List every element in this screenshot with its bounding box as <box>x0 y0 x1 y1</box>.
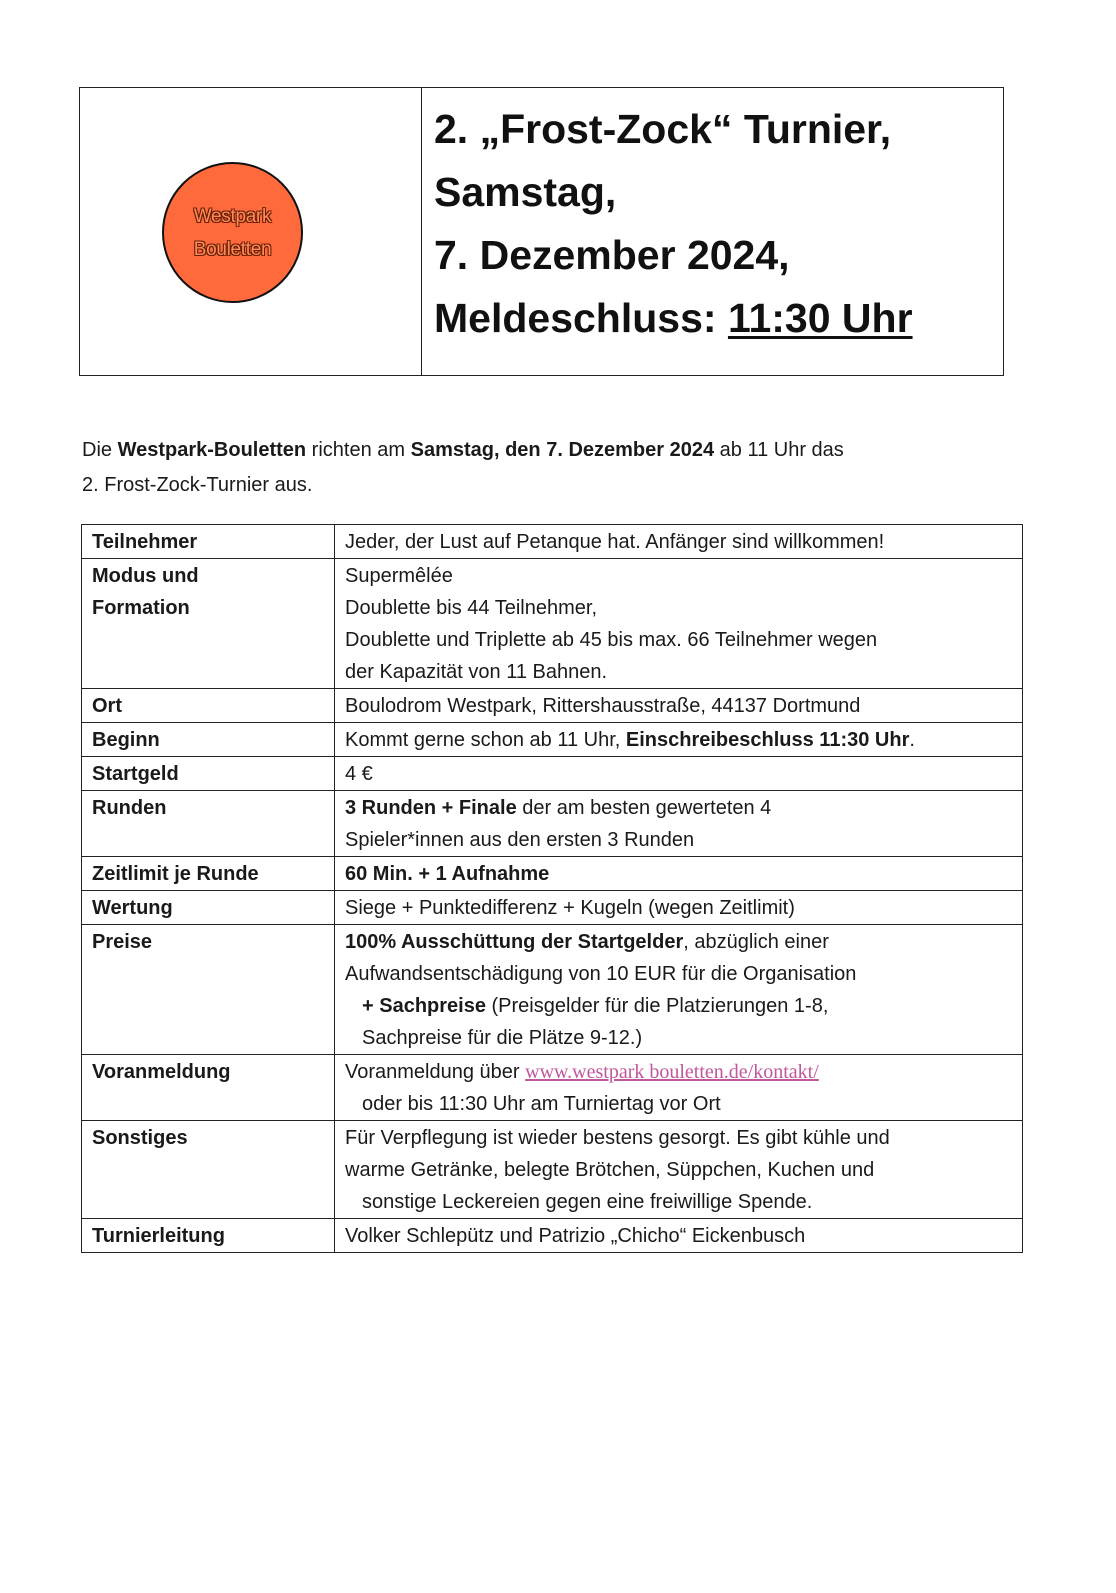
row-value: Jeder, der Lust auf Petanque hat. Anfänger sind willkommen! <box>335 525 1023 559</box>
table-row-turnierleitung <box>82 1219 1023 1253</box>
table-row-ort <box>82 689 1023 723</box>
title-line-4 <box>434 287 913 350</box>
row-label-line: Modus und <box>92 565 199 587</box>
intro-text: Die <box>82 439 118 461</box>
row-label: Startgeld <box>82 757 335 791</box>
value-line <box>345 792 1012 824</box>
row-label: Voranmeldung <box>82 1055 335 1121</box>
row-value: Volker Schlepütz und Patrizio „Chicho“ Eickenbusch <box>335 1219 1023 1253</box>
title-line-1: 2. „Frost-Zock“ Turnier, <box>434 106 892 152</box>
row-label: Teilnehmer <box>82 525 335 559</box>
intro-paragraph <box>82 433 1042 503</box>
row-value <box>335 925 1023 1055</box>
logo-text-line1: Westpark <box>193 205 272 227</box>
value-text: der am besten gewerteten 4 <box>516 797 772 819</box>
value-line <box>345 926 1012 958</box>
table-row-startgeld <box>82 757 1023 791</box>
value-line: Supermêlée <box>345 565 453 587</box>
value-line: sonstige Leckereien gegen eine freiwillige Spende. <box>362 1191 813 1213</box>
intro-text: ab 11 Uhr das <box>714 439 844 461</box>
row-label: Ort <box>82 689 335 723</box>
row-label: Sonstiges <box>82 1121 335 1219</box>
intro-line-1 <box>82 433 1042 468</box>
value-line: Sachpreise für die Plätze 9-12.) <box>362 1027 643 1049</box>
intro-line-2: 2. Frost-Zock-Turnier aus. <box>82 474 313 496</box>
row-label: Runden <box>82 791 335 857</box>
value-bold: Einschreibeschluss 11:30 Uhr <box>625 729 910 751</box>
club-logo <box>162 162 303 303</box>
table-row-wertung <box>82 891 1023 925</box>
row-value <box>335 1121 1023 1219</box>
value-line: Für Verpflegung ist wieder bestens gesorgt. Es gibt kühle und <box>345 1127 890 1149</box>
row-label-line: Formation <box>92 597 190 619</box>
row-label: Wertung <box>82 891 335 925</box>
row-value: 4 € <box>335 757 1023 791</box>
title-line-3: 7. Dezember 2024, <box>434 232 790 278</box>
row-label: Turnierleitung <box>82 1219 335 1253</box>
value-text: (Preisgelder für die Platzierungen 1-8, <box>485 995 829 1017</box>
value-text: . <box>909 729 915 751</box>
value-bold: + Sachpreise <box>362 995 486 1017</box>
table-row-modus <box>82 559 1023 689</box>
row-label: Preise <box>82 925 335 1055</box>
value-text: Kommt gerne schon ab 11 Uhr, <box>345 729 626 751</box>
row-value: Siege + Punktedifferenz + Kugeln (wegen Zeitlimit) <box>335 891 1023 925</box>
row-label: Beginn <box>82 723 335 757</box>
table-row-teilnehmer <box>82 525 1023 559</box>
value-text: Voranmeldung über <box>345 1061 526 1083</box>
table-row-preise <box>82 925 1023 1055</box>
logo-text-line2: Bouletten <box>193 238 272 260</box>
header-box <box>79 87 1004 376</box>
table-row-beginn <box>82 723 1023 757</box>
value-bold: 100% Ausschüttung der Startgelder <box>345 931 684 953</box>
deadline-time: 11:30 Uhr <box>727 295 913 341</box>
value-line: Spieler*innen aus den ersten 3 Runden <box>345 829 695 851</box>
value-bold: 60 Min. + 1 Aufnahme <box>345 863 550 885</box>
title-cell <box>422 88 913 375</box>
tournament-info-table <box>81 524 1023 1253</box>
row-label <box>82 559 335 689</box>
value-line: Doublette bis 44 Teilnehmer, <box>345 597 598 619</box>
table-row-zeitlimit <box>82 857 1023 891</box>
value-line <box>345 1056 1012 1088</box>
row-value <box>335 1055 1023 1121</box>
value-line: oder bis 11:30 Uhr am Turniertag vor Ort <box>362 1093 721 1115</box>
intro-date: Samstag, den 7. Dezember 2024 <box>410 439 715 461</box>
deadline-label: Meldeschluss: <box>434 295 728 341</box>
value-line: der Kapazität von 11 Bahnen. <box>345 661 608 683</box>
row-value <box>335 723 1023 757</box>
value-line <box>345 990 1012 1022</box>
value-bold: 3 Runden + Finale <box>345 797 517 819</box>
value-line: Doublette und Triplette ab 45 bis max. 66 Teilnehmer wegen <box>345 629 878 651</box>
row-value <box>335 559 1023 689</box>
row-value <box>335 791 1023 857</box>
row-label: Zeitlimit je Runde <box>82 857 335 891</box>
value-text: , abzüglich einer <box>683 931 829 953</box>
table-row-runden <box>82 791 1023 857</box>
registration-link[interactable]: www.westpark bouletten.de/kontakt/ <box>525 1061 819 1083</box>
row-value: Boulodrom Westpark, Rittershausstraße, 44137 Dortmund <box>335 689 1023 723</box>
intro-text: richten am <box>306 439 411 461</box>
intro-club-name: Westpark-Bouletten <box>117 439 307 461</box>
logo-cell <box>80 88 422 375</box>
table-row-sonstiges <box>82 1121 1023 1219</box>
table-row-voranmeldung <box>82 1055 1023 1121</box>
row-value <box>335 857 1023 891</box>
title-line-2: Samstag, <box>434 169 617 215</box>
value-line: warme Getränke, belegte Brötchen, Süppchen, Kuchen und <box>345 1159 875 1181</box>
value-line: Aufwandsentschädigung von 10 EUR für die Organisation <box>345 963 857 985</box>
